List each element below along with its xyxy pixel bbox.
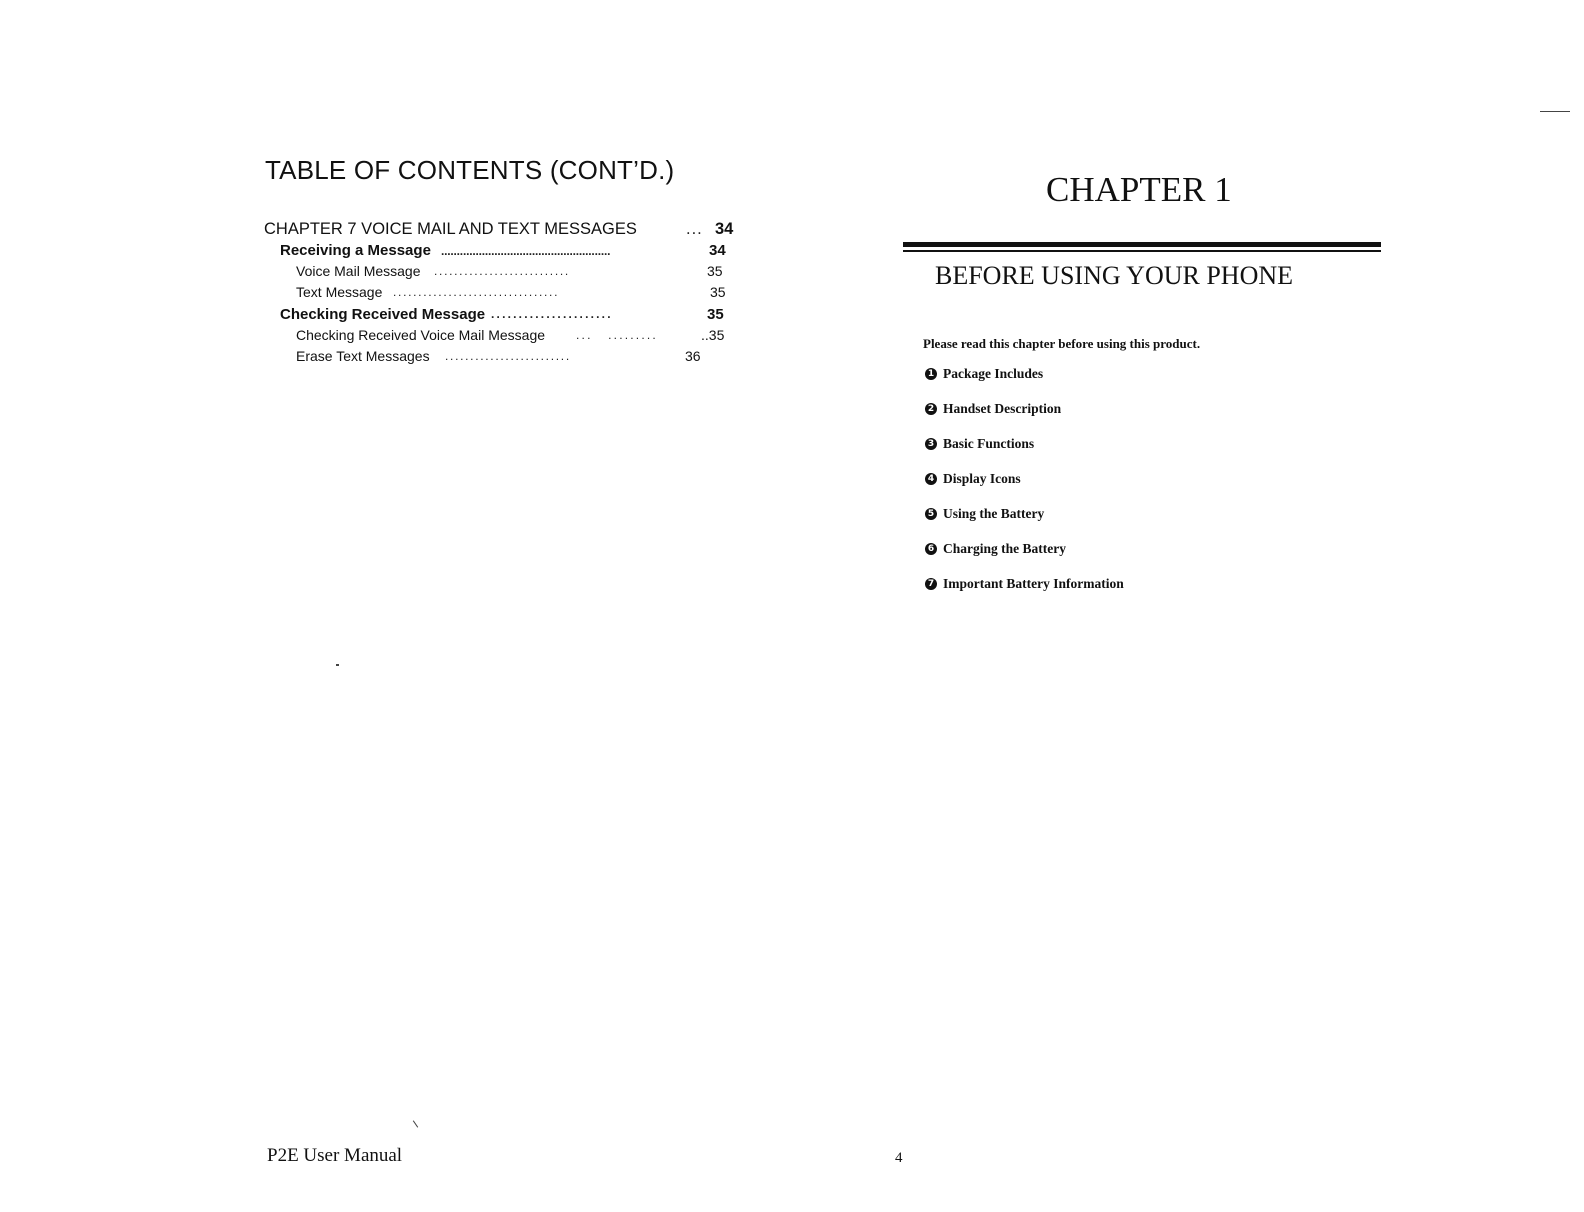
chapter-topic-item[interactable] xyxy=(925,506,1124,541)
toc-entry-title: Checking Received Voice Mail Message xyxy=(296,326,546,343)
number-1-icon: 1 xyxy=(925,368,937,380)
chapter-topic-label: Important Battery Information xyxy=(943,576,1124,591)
chapter-topic-item[interactable] xyxy=(925,436,1124,471)
toc-entry-page: 34 xyxy=(715,220,734,238)
toc-entry-leader: ......................... xyxy=(445,348,571,363)
toc-entry-receiving-message[interactable] xyxy=(264,242,750,263)
toc-entry-title: Erase Text Messages xyxy=(296,347,430,364)
toc-entry-erase-text-messages[interactable] xyxy=(264,348,750,369)
scan-mark xyxy=(336,664,339,666)
chapter-topic-item[interactable] xyxy=(925,471,1124,506)
chapter-topic-item[interactable] xyxy=(925,576,1124,611)
chapter-topic-list xyxy=(925,366,1124,611)
scan-mark xyxy=(1540,111,1570,112)
toc-entry-page: 35 xyxy=(707,305,724,323)
toc-entry-page: 34 xyxy=(709,242,726,259)
chapter-title: CHAPTER 1 xyxy=(1046,170,1232,209)
toc-entry-title: Text Message xyxy=(296,284,383,301)
chapter-topic-label: Using the Battery xyxy=(943,506,1045,521)
toc-entry-title: Voice Mail Message xyxy=(296,263,421,280)
number-2-icon: 2 xyxy=(925,403,937,415)
toc-list xyxy=(264,220,750,369)
number-6-icon: 6 xyxy=(925,543,937,555)
toc-entry-checking-received-message[interactable] xyxy=(264,306,750,327)
toc-entry-leader: ... ......... xyxy=(576,327,658,342)
toc-entry-text-message[interactable] xyxy=(264,284,750,305)
toc-entry-checking-voice-mail[interactable] xyxy=(264,327,750,348)
toc-entry-page: 35 xyxy=(707,263,723,280)
chapter-topic-label: Basic Functions xyxy=(943,436,1035,451)
toc-entry-page: 35 xyxy=(710,284,726,301)
chapter-divider-thin xyxy=(903,250,1381,252)
chapter-subtitle: BEFORE USING YOUR PHONE xyxy=(935,261,1294,290)
toc-heading: TABLE OF CONTENTS (CONT’D.) xyxy=(265,155,675,185)
toc-entry-title: CHAPTER 7 VOICE MAIL AND TEXT MESSAGES xyxy=(264,220,637,238)
toc-entry-leader: ...................... xyxy=(491,306,613,321)
number-7-icon: 7 xyxy=(925,578,937,590)
toc-entry-page: ..35 xyxy=(701,326,725,343)
toc-entry-title: Receiving a Message xyxy=(280,242,431,259)
chapter-divider xyxy=(903,242,1381,247)
chapter-topic-item[interactable] xyxy=(925,366,1124,401)
scan-mark xyxy=(413,1120,418,1127)
toc-entry-leader: ................................. xyxy=(393,285,560,300)
toc-entry-leader: ...................................................... xyxy=(441,244,611,258)
chapter-topic-item[interactable] xyxy=(925,541,1124,576)
toc-entry-page: 36 xyxy=(685,347,701,364)
toc-entry-leader: ... xyxy=(686,220,703,238)
toc-entry-chapter-7[interactable] xyxy=(264,220,750,242)
chapter-topic-label: Handset Description xyxy=(943,401,1062,416)
toc-entry-voice-mail-message[interactable] xyxy=(264,263,750,284)
chapter-topic-label: Display Icons xyxy=(943,471,1021,486)
chapter-topic-label: Charging the Battery xyxy=(943,541,1066,556)
toc-entry-title: Checking Received Message xyxy=(280,305,486,323)
chapter-topic-item[interactable] xyxy=(925,401,1124,436)
chapter-topic-label: Package Includes xyxy=(943,366,1044,381)
footer-page-number: 4 xyxy=(895,1150,903,1166)
chapter-intro: Please read this chapter before using this product. xyxy=(923,336,1201,351)
number-3-icon: 3 xyxy=(925,438,937,450)
number-5-icon: 5 xyxy=(925,508,937,520)
number-4-icon: 4 xyxy=(925,473,937,485)
toc-entry-leader: ........................... xyxy=(434,264,570,279)
footer-manual-title: P2E User Manual xyxy=(267,1145,403,1166)
